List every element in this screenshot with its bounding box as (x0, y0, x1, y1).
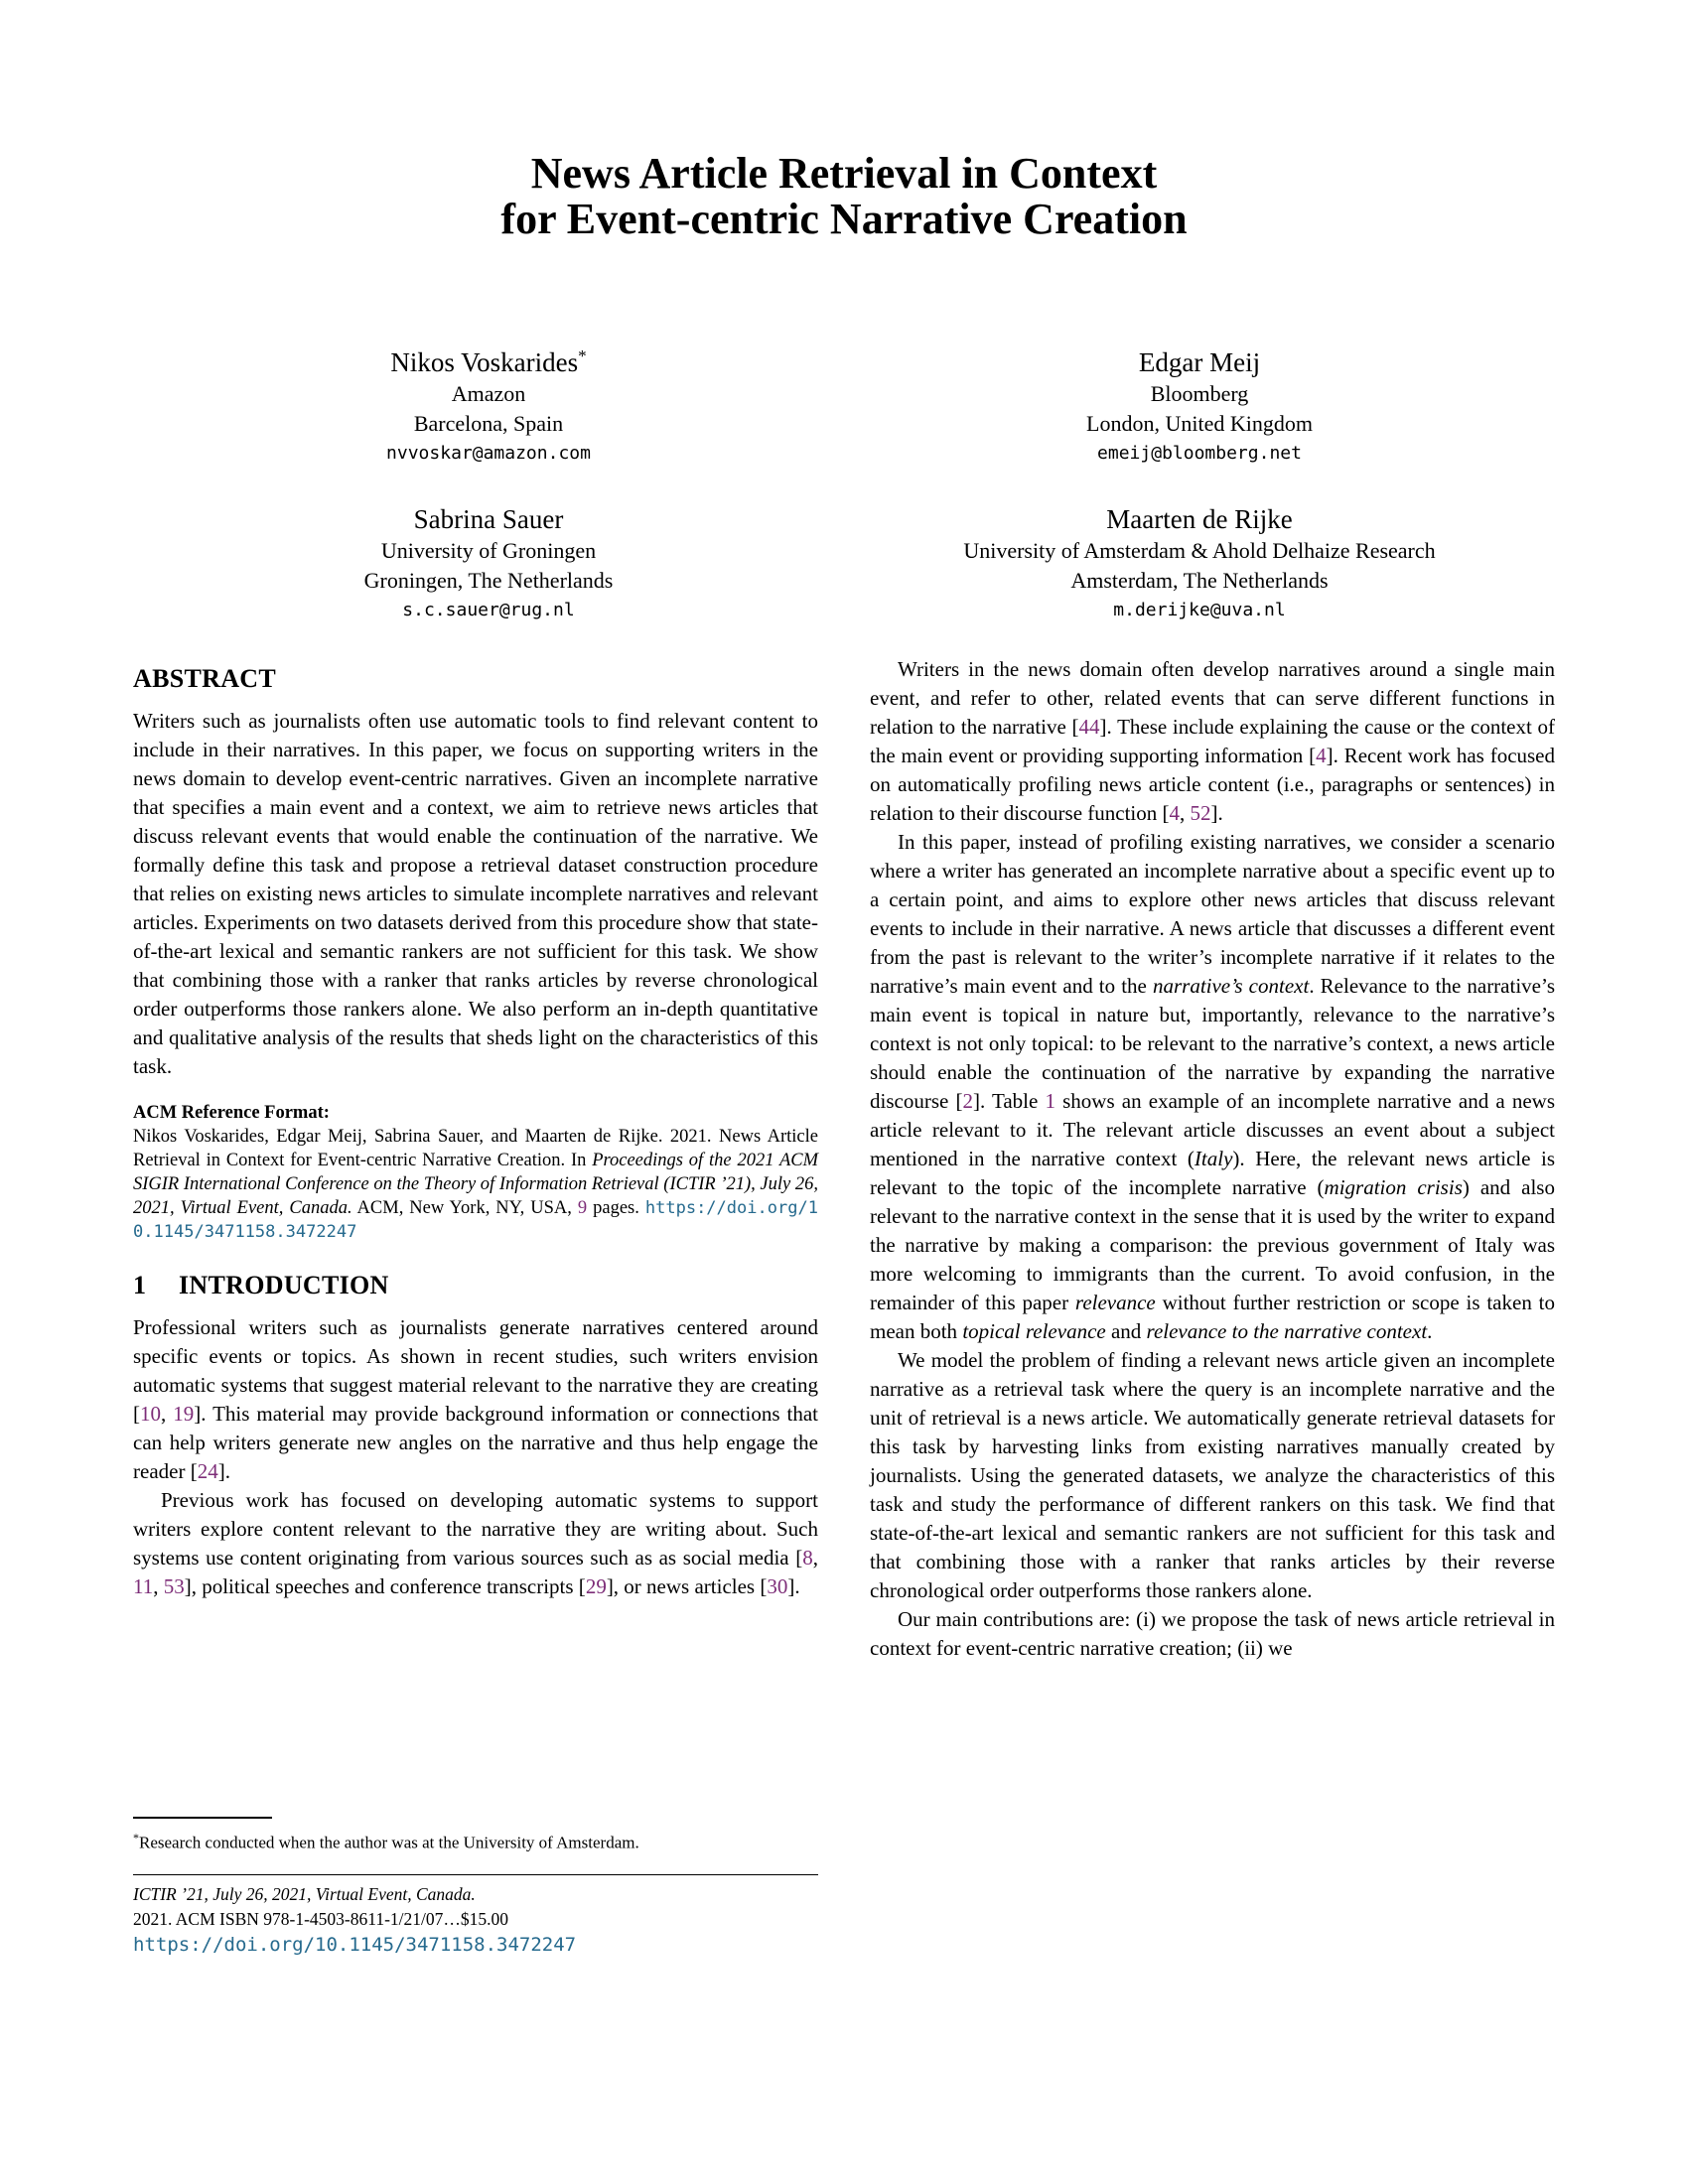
citation-link[interactable]: 44 (1078, 715, 1100, 739)
author-name-text: Nikos Voskarides (390, 347, 579, 377)
author-name-text: Edgar Meij (1138, 347, 1261, 377)
author-affiliation: University of Amsterdam & Ahold Delhaize Research (963, 538, 1436, 563)
author-location: Amsterdam, The Netherlands (1070, 568, 1329, 593)
copyright-block (133, 1874, 818, 1958)
paragraph: We model the problem of finding a relevant news article given an incomplete narrative as a retrieval task where the query is an incomplete narrative and the unit of retrieval is a news article. We automatically generate retrieval datasets for this task by harvesting links from existing narratives manually created by journalists. Using the generated datasets, we analyze the characteristics of this task and study the performance of different rankers on this task. We find that state-of-the-art lexical and semantic rankers are not sufficient for this task and that combining those with a ranker that ranks articles by their reverse chronological order outperforms those rankers alone. (870, 1348, 1555, 1602)
paragraph: Writers in the news domain often develop narratives around a single main event, and refer to other, related events that can serve different functions in relation to the narrative [44]. These include explaining the cause or the context of the main event or providing supporting information [4]. Recent work has focused on automatically profiling news article content (i.e., paragraphs or sentences) in relation to their discourse function [4, 52]. (870, 657, 1556, 825)
author-block (133, 340, 844, 469)
citation-link[interactable]: 10 (140, 1402, 161, 1426)
emphasis-text: narrative’s context (1152, 974, 1310, 998)
paper-title-line2: for Event-centric Narrative Creation (500, 195, 1188, 243)
author-name (844, 496, 1555, 536)
introduction-body (133, 1313, 818, 1601)
acm-reference-text: Nikos Voskarides, Edgar Meij, Sabrina Sauer, and Maarten de Rijke. 2021. News Article Retrieval in Context for Event-centric Narrative Creation. In Proceedings of the 2021 ACM SIGIR International Conference on the Theory of Information Retrieval (ICTIR ’21), July 26, 2021, Virtual Event, Canada. ACM, New York, NY, USA, 9 pages. https://doi.org/10.1145/3471158.3472247 (133, 1127, 818, 1242)
section-title: INTRODUCTION (179, 1271, 389, 1299)
author-location: Groningen, The Netherlands (363, 568, 614, 593)
author-name-text: Sabrina Sauer (413, 504, 564, 534)
citation-link[interactable]: 4 (1316, 744, 1327, 767)
footnote-text (133, 1827, 818, 1854)
citation-link[interactable]: 8 (802, 1546, 813, 1570)
acm-reference-block (133, 1101, 818, 1244)
author-email: m.derijke@uva.nl (1113, 600, 1286, 620)
paragraph: In this paper, instead of profiling existing narratives, we consider a scenario where a writer has generated an incomplete narrative about a specific event up to a certain point, and aims to explore other news articles that discuss relevant events to include in their narrative. A news article that discusses a different event from the past is relevant to the writer’s incomplete narrative if it relates to the narrative’s main event and to the narrative’s context. Relevance to the narrative’s main event is topical in nature but, importantly, relevance to the narrative’s context is not only topical: to be relevant to the narrative’s context, a news article should enable the continuation of the narrative by expanding the narrative discourse [2]. Table 1 shows an example of an incomplete narrative and a news article relevant to it. The relevant article discusses an event about a subject mentioned in the narrative context (Italy). Here, the relevant news article is relevant to the topic of the incomplete narrative (migration crisis) and also relevant to the narrative context in the sense that it is used by the writer to expand the narrative by making a comparison: the previous government of Italy was more welcoming to immigrants than the current. To avoid confusion, in the remainder of this paper relevance without further restriction or scope is taken to mean both topical relevance and relevance to the narrative context. (870, 830, 1556, 1343)
copyright-conference: ICTIR ’21, July 26, 2021, Virtual Event, Canada. (133, 1884, 476, 1904)
author-affiliation: Amazon (451, 381, 526, 406)
author-block (844, 496, 1555, 625)
abstract-heading: ABSTRACT (133, 664, 276, 693)
paper-title (0, 151, 1688, 242)
right-column-body (870, 655, 1555, 1663)
emphasis-text: Italy (1194, 1147, 1233, 1170)
citation-link[interactable]: 24 (197, 1459, 218, 1483)
author-block (133, 496, 844, 625)
author-name (133, 340, 844, 379)
copyright-isbn: 2021. ACM ISBN 978-1-4503-8611-1/21/07…$15.00 (133, 1909, 509, 1929)
paper-title-line1: News Article Retrieval in Context (530, 149, 1158, 198)
left-column (133, 655, 818, 1601)
paragraph: Our main contributions are: (i) we propose the task of news article retrieval in context for event-centric narrative creation; (ii) we (870, 1607, 1555, 1660)
author-location: Barcelona, Spain (413, 411, 564, 436)
paragraph: Professional writers such as journalists generate narratives centered around specific events or topics. As shown in recent studies, such writers envision automatic systems that suggest material relevant to the narrative they are creating [10, 19]. This material may provide background information or connections that can help writers generate new angles on the narrative and thus help engage the reader [24]. (133, 1315, 818, 1483)
author-email: s.c.sauer@rug.nl (402, 600, 575, 620)
citation-link[interactable]: 53 (163, 1574, 185, 1598)
abstract-paragraph: Writers such as journalists often use automatic tools to find relevant content to include in their narratives. In this paper, we focus on supporting writers in the news domain to develop event-centric narratives. Given an incomplete narrative that specifies a main event and a context, we aim to retrieve news articles that discuss relevant events that would enable the continuation of the narrative. We formally define this task and propose a retrieval dataset construction procedure that relies on existing news articles to simulate incomplete narratives and relevant articles. Experiments on two datasets derived from this procedure show that state-of-the-art lexical and semantic rankers are not sufficient for this task. We show that combining those with a ranker that ranks articles by reverse chronological order outperforms those rankers alone. We also perform an in-depth quantitative and qualitative analysis of the results that sheds light on the characteristics of this task. (133, 709, 818, 1078)
citation-link[interactable]: 4 (1169, 801, 1180, 825)
copyright-rule (133, 1874, 818, 1875)
citation-link[interactable]: 2 (962, 1089, 973, 1113)
author-email: nvvoskar@amazon.com (386, 443, 591, 464)
citation-link[interactable]: 19 (173, 1402, 195, 1426)
abstract-body (133, 707, 818, 1081)
author-email: emeij@bloomberg.net (1097, 443, 1302, 464)
author-affiliation: University of Groningen (380, 538, 597, 563)
footnote-block (133, 1817, 818, 1854)
author-name (844, 340, 1555, 379)
citation-link[interactable]: 30 (767, 1574, 788, 1598)
citation-link[interactable]: 9 (577, 1198, 588, 1218)
citation-link[interactable]: 11 (133, 1574, 154, 1598)
author-block (844, 340, 1555, 469)
citation-link[interactable]: 52 (1190, 801, 1211, 825)
author-footnote-marker: * (578, 346, 587, 365)
doi-link[interactable]: https://doi.org/10.1145/3471158.3472247 (133, 1934, 577, 1956)
emphasis-text: relevance (1074, 1291, 1156, 1314)
emphasis-text: Proceedings of the 2021 ACM SIGIR International Conference on the Theory of Information Retrieval (ICTIR ’21), July 26, 2021, Virtual Event, Canada. (133, 1151, 818, 1218)
footnote-body: Research conducted when the author was at the University of Amsterdam. (139, 1833, 639, 1852)
acm-reference-heading: ACM Reference Format: (133, 1103, 330, 1123)
author-location: London, United Kingdom (1086, 411, 1313, 436)
citation-link[interactable]: 1 (1045, 1089, 1055, 1113)
author-grid (133, 340, 1555, 625)
emphasis-text: migration crisis (1324, 1175, 1463, 1199)
author-name-text: Maarten de Rijke (1106, 504, 1293, 534)
footnote-rule (133, 1817, 272, 1819)
footnote-marker: * (133, 1831, 139, 1844)
author-affiliation: Bloomberg (1150, 381, 1249, 406)
section-number: 1 (133, 1271, 147, 1299)
doi-link[interactable]: https://doi.org/10.1145/3471158.3472247 (133, 1198, 818, 1242)
paragraph: Previous work has focused on developing automatic systems to support writers explore content relevant to the narrative they are writing about. Such systems use content originating from various sources such as as social media [8, 11, 53], political speeches and conference transcripts [29], or news articles [30]. (133, 1488, 818, 1598)
author-name (133, 496, 844, 536)
right-column (870, 655, 1555, 1663)
section-heading-introduction (133, 1270, 818, 1301)
emphasis-text: relevance to the narrative context (1146, 1319, 1428, 1343)
citation-link[interactable]: 29 (585, 1574, 607, 1598)
emphasis-text: topical relevance (962, 1319, 1106, 1343)
